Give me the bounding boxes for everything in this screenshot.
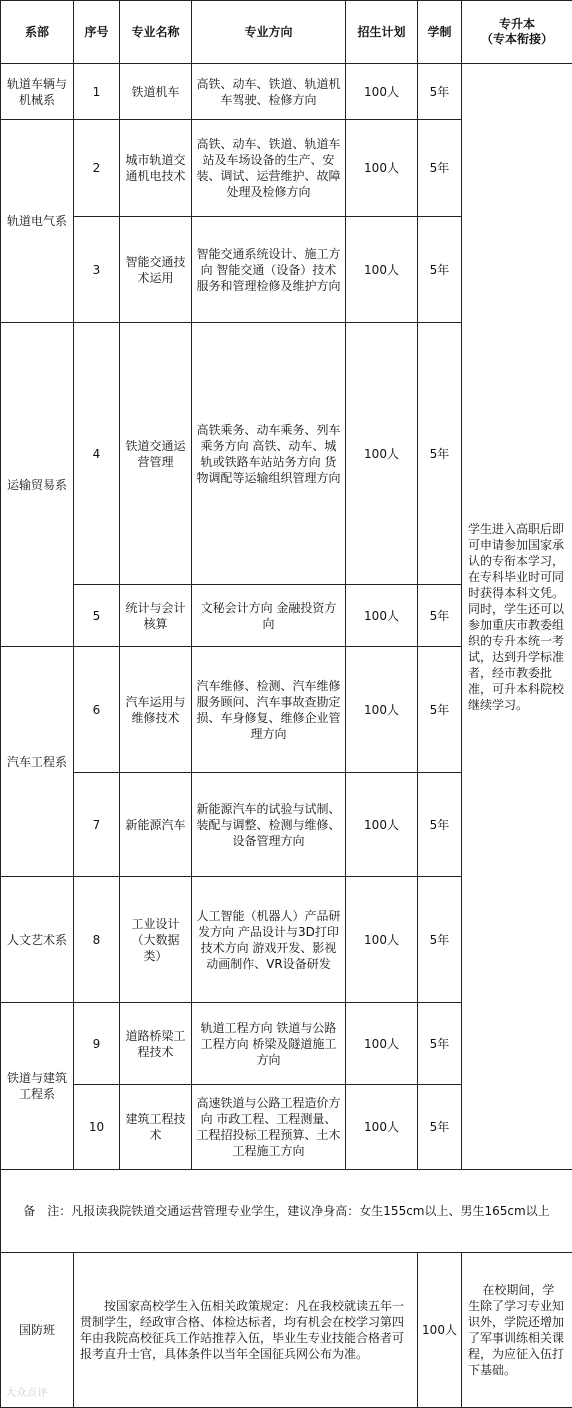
direction-cell: 高铁、动车、铁道、轨道机车驾驶、检修方向 (192, 64, 346, 120)
major-cell: 智能交通技术运用 (120, 217, 192, 323)
no-cell: 1 (74, 64, 120, 120)
no-cell: 7 (74, 773, 120, 877)
direction-cell: 人工智能（机器人）产品研发方向 产品设计与3D打印技术方向 游戏开发、影视动画制作、VR设备研发 (192, 877, 346, 1003)
plan-cell: 100人 (346, 773, 418, 877)
header-years: 学制 (418, 1, 462, 64)
major-cell: 新能源汽车 (120, 773, 192, 877)
direction-cell: 汽车维修、检测、汽车维修服务顾问、汽车事故查勘定损、车身修复、维修企业管理方向 (192, 647, 346, 773)
plan-cell: 100人 (346, 64, 418, 120)
header-zsb (462, 1, 572, 64)
direction-cell: 轨道工程方向 铁道与公路工程方向 桥梁及隧道施工方向 (192, 1003, 346, 1085)
major-cell: 铁道交通运营管理 (120, 323, 192, 585)
dept-cell: 轨道电气系 (1, 120, 74, 323)
header-zsb-line2: （专本衔接） (465, 32, 569, 47)
plan-cell: 100人 (346, 1003, 418, 1085)
major-cell: 工业设计（大数据类） (120, 877, 192, 1003)
header-plan: 招生计划 (346, 1, 418, 64)
years-cell: 5年 (418, 877, 462, 1003)
years-cell: 5年 (418, 647, 462, 773)
zsb-cell: 学生进入高职后即可申请参加国家承认的专衔本学习，在专科毕业时可同时获得本科文凭。同时，学生还可以参加重庆市教委组织的专升本统一考试，达到升学标准者，经市教委批准，可升本科院校继续学习。 (462, 64, 572, 1170)
header-zsb-line1: 专升本 (465, 17, 569, 32)
plan-cell: 100人 (346, 1085, 418, 1170)
major-cell: 建筑工程技术 (120, 1085, 192, 1170)
years-cell: 5年 (418, 323, 462, 585)
table-row (1, 64, 572, 120)
major-cell: 道路桥梁工程技术 (120, 1003, 192, 1085)
note-text: 备 注：凡报读我院铁道交通运营管理专业学生，建议净身高：女生155cm以上、男生165cm以上 (1, 1170, 572, 1253)
no-cell: 5 (74, 585, 120, 647)
years-cell: 5年 (418, 217, 462, 323)
watermark-text: 大众点评 (6, 1384, 48, 1399)
direction-cell: 高铁乘务、动车乘务、列车乘务方向 高铁、动车、城轨或铁路车站站务方向 货物调配等运输组织管理方向 (192, 323, 346, 585)
dept-cell: 铁道与建筑工程系 (1, 1003, 74, 1170)
dept-cell: 运输贸易系 (1, 323, 74, 647)
defense-plan: 100人 (418, 1253, 462, 1408)
years-cell: 5年 (418, 120, 462, 217)
plan-cell: 100人 (346, 647, 418, 773)
years-cell: 5年 (418, 1003, 462, 1085)
note-row (1, 1170, 572, 1253)
defense-policy: 按国家高校学生入伍相关政策规定：凡在我校就读五年一贯制学生，经政审合格、体检达标者，均有机会在校学习第四年由我院高校征兵工作站推荐入伍，毕业生专业技能合格者可报考直升士官，具体条件以当年全国征兵网公布为准。 (74, 1253, 418, 1408)
years-cell: 5年 (418, 773, 462, 877)
no-cell: 9 (74, 1003, 120, 1085)
plan-cell: 100人 (346, 877, 418, 1003)
no-cell: 10 (74, 1085, 120, 1170)
plan-cell: 100人 (346, 323, 418, 585)
major-cell: 铁道机车 (120, 64, 192, 120)
no-cell: 4 (74, 323, 120, 585)
plan-cell: 100人 (346, 585, 418, 647)
no-cell: 3 (74, 217, 120, 323)
no-cell: 8 (74, 877, 120, 1003)
major-cell: 汽车运用与维修技术 (120, 647, 192, 773)
plan-cell: 100人 (346, 120, 418, 217)
years-cell: 5年 (418, 64, 462, 120)
no-cell: 2 (74, 120, 120, 217)
major-cell: 城市轨道交通机电技术 (120, 120, 192, 217)
major-cell: 统计与会计核算 (120, 585, 192, 647)
dept-cell: 人文艺术系 (1, 877, 74, 1003)
header-row (1, 1, 572, 64)
header-direction: 专业方向 (192, 1, 346, 64)
header-major: 专业名称 (120, 1, 192, 64)
defense-extra: 在校期间，学生除了学习专业知识外，学院还增加了军事训练相关课程，为应征入伍打下基础。 (462, 1253, 572, 1408)
direction-cell: 高速铁道与公路工程造价方向 市政工程、工程测量、工程招投标工程预算、土木工程施工方向 (192, 1085, 346, 1170)
dept-cell: 轨道车辆与机械系 (1, 64, 74, 120)
defense-row (1, 1253, 572, 1408)
years-cell: 5年 (418, 1085, 462, 1170)
header-dept: 系部 (1, 1, 74, 64)
direction-cell: 文秘会计方向 金融投资方向 (192, 585, 346, 647)
years-cell: 5年 (418, 585, 462, 647)
plan-cell: 100人 (346, 217, 418, 323)
header-no: 序号 (74, 1, 120, 64)
direction-cell: 高铁、动车、铁道、轨道车站及车场设备的生产、安装、调试、运营维护、故障处理及检修方向 (192, 120, 346, 217)
dept-cell: 汽车工程系 (1, 647, 74, 877)
no-cell: 6 (74, 647, 120, 773)
direction-cell: 智能交通系统设计、施工方向 智能交通（设备）技术服务和管理检修及维护方向 (192, 217, 346, 323)
defense-name: 国防班 (1, 1253, 74, 1408)
direction-cell: 新能源汽车的试验与试制、装配与调整、检测与维修、设备管理方向 (192, 773, 346, 877)
